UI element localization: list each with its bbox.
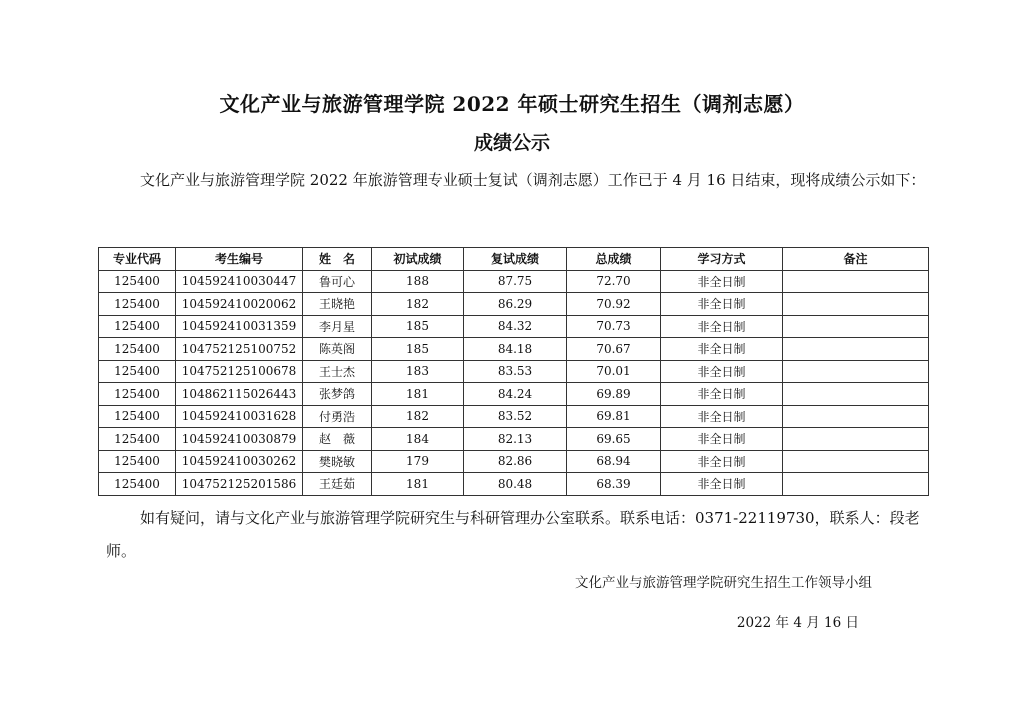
cell-retest-score: 84.32 <box>464 315 567 338</box>
signature-organization: 文化产业与旅游管理学院研究生招生工作领导小组 <box>575 575 872 591</box>
cell-initial-score: 182 <box>372 405 464 428</box>
cell-total-score: 72.70 <box>567 270 661 293</box>
cell-retest-score: 83.52 <box>464 405 567 428</box>
cell-remarks <box>783 405 929 428</box>
cell-remarks <box>783 383 929 406</box>
cell-candidate-id: 104752125201586 <box>176 473 303 496</box>
cell-major-code: 125400 <box>99 405 176 428</box>
cell-name: 张梦鸽 <box>303 383 372 406</box>
cell-candidate-id: 104752125100752 <box>176 338 303 361</box>
cell-retest-score: 82.86 <box>464 450 567 473</box>
cell-total-score: 70.73 <box>567 315 661 338</box>
cell-name: 付勇浩 <box>303 405 372 428</box>
cell-major-code: 125400 <box>99 360 176 383</box>
cell-retest-score: 87.75 <box>464 270 567 293</box>
table-row <box>99 473 929 496</box>
cell-candidate-id: 104592410030447 <box>176 270 303 293</box>
cell-name: 陈英阁 <box>303 338 372 361</box>
cell-candidate-id: 104592410020062 <box>176 293 303 316</box>
table-row <box>99 405 929 428</box>
cell-total-score: 69.81 <box>567 405 661 428</box>
table-header-row <box>99 248 929 271</box>
table-row <box>99 270 929 293</box>
cell-study-mode: 非全日制 <box>661 338 783 361</box>
cell-remarks <box>783 270 929 293</box>
cell-study-mode: 非全日制 <box>661 383 783 406</box>
cell-study-mode: 非全日制 <box>661 450 783 473</box>
cell-retest-score: 84.24 <box>464 383 567 406</box>
cell-initial-score: 188 <box>372 270 464 293</box>
cell-study-mode: 非全日制 <box>661 293 783 316</box>
header-initial-score: 初试成绩 <box>372 248 464 271</box>
cell-major-code: 125400 <box>99 315 176 338</box>
cell-remarks <box>783 450 929 473</box>
cell-candidate-id: 104592410030262 <box>176 450 303 473</box>
cell-remarks <box>783 473 929 496</box>
cell-study-mode: 非全日制 <box>661 428 783 451</box>
cell-retest-score: 80.48 <box>464 473 567 496</box>
cell-study-mode: 非全日制 <box>661 473 783 496</box>
table-row <box>99 338 929 361</box>
cell-major-code: 125400 <box>99 270 176 293</box>
cell-initial-score: 185 <box>372 338 464 361</box>
cell-initial-score: 179 <box>372 450 464 473</box>
cell-name: 李月星 <box>303 315 372 338</box>
contact-text: 如有疑问，请与文化产业与旅游管理学院研究生与科研管理办公室联系。联系电话：0371-22119730，联系人：段老师。 <box>106 509 920 560</box>
cell-major-code: 125400 <box>99 428 176 451</box>
cell-total-score: 68.39 <box>567 473 661 496</box>
cell-initial-score: 182 <box>372 293 464 316</box>
document-subtitle: 成绩公示 <box>473 132 550 154</box>
cell-remarks <box>783 338 929 361</box>
cell-candidate-id: 104592410030879 <box>176 428 303 451</box>
cell-total-score: 70.01 <box>567 360 661 383</box>
cell-study-mode: 非全日制 <box>661 315 783 338</box>
cell-name: 樊晓敏 <box>303 450 372 473</box>
cell-retest-score: 84.18 <box>464 338 567 361</box>
cell-retest-score: 83.53 <box>464 360 567 383</box>
cell-candidate-id: 104752125100678 <box>176 360 303 383</box>
header-retest-score: 复试成绩 <box>464 248 567 271</box>
cell-major-code: 125400 <box>99 338 176 361</box>
cell-major-code: 125400 <box>99 473 176 496</box>
table-body <box>99 270 929 495</box>
cell-name: 鲁可心 <box>303 270 372 293</box>
header-study-mode: 学习方式 <box>661 248 783 271</box>
cell-candidate-id: 104592410031628 <box>176 405 303 428</box>
table-row <box>99 428 929 451</box>
cell-remarks <box>783 293 929 316</box>
table-row <box>99 315 929 338</box>
intro-text: 文化产业与旅游管理学院 2022 年旅游管理专业硕士复试（调剂志愿）工作已于 4 月 16 日结束，现将成绩公示如下： <box>140 171 926 189</box>
table-row <box>99 293 929 316</box>
table-row <box>99 383 929 406</box>
cell-candidate-id: 104862115026443 <box>176 383 303 406</box>
cell-initial-score: 183 <box>372 360 464 383</box>
table-row <box>99 450 929 473</box>
cell-remarks <box>783 315 929 338</box>
cell-total-score: 70.67 <box>567 338 661 361</box>
cell-total-score: 69.65 <box>567 428 661 451</box>
header-major-code: 专业代码 <box>99 248 176 271</box>
signature-date: 2022 年 4 月 16 日 <box>736 615 859 631</box>
header-remarks: 备注 <box>783 248 929 271</box>
cell-study-mode: 非全日制 <box>661 270 783 293</box>
cell-name: 王士杰 <box>303 360 372 383</box>
cell-candidate-id: 104592410031359 <box>176 315 303 338</box>
cell-name: 王廷茹 <box>303 473 372 496</box>
cell-total-score: 68.94 <box>567 450 661 473</box>
header-candidate-id: 考生编号 <box>176 248 303 271</box>
cell-major-code: 125400 <box>99 450 176 473</box>
cell-name: 王晓艳 <box>303 293 372 316</box>
cell-initial-score: 181 <box>372 383 464 406</box>
cell-total-score: 69.89 <box>567 383 661 406</box>
intro-paragraph <box>106 164 936 197</box>
table-row <box>99 360 929 383</box>
cell-retest-score: 86.29 <box>464 293 567 316</box>
score-table <box>98 247 929 496</box>
header-name: 姓 名 <box>303 248 372 271</box>
cell-retest-score: 82.13 <box>464 428 567 451</box>
header-total-score: 总成绩 <box>567 248 661 271</box>
cell-name: 赵 薇 <box>303 428 372 451</box>
cell-initial-score: 185 <box>372 315 464 338</box>
cell-initial-score: 181 <box>372 473 464 496</box>
cell-remarks <box>783 428 929 451</box>
cell-initial-score: 184 <box>372 428 464 451</box>
cell-major-code: 125400 <box>99 383 176 406</box>
cell-study-mode: 非全日制 <box>661 360 783 383</box>
cell-total-score: 70.92 <box>567 293 661 316</box>
cell-study-mode: 非全日制 <box>661 405 783 428</box>
cell-major-code: 125400 <box>99 293 176 316</box>
contact-paragraph <box>106 502 936 568</box>
document-title: 文化产业与旅游管理学院 2022 年硕士研究生招生（调剂志愿） <box>219 92 805 116</box>
cell-remarks <box>783 360 929 383</box>
